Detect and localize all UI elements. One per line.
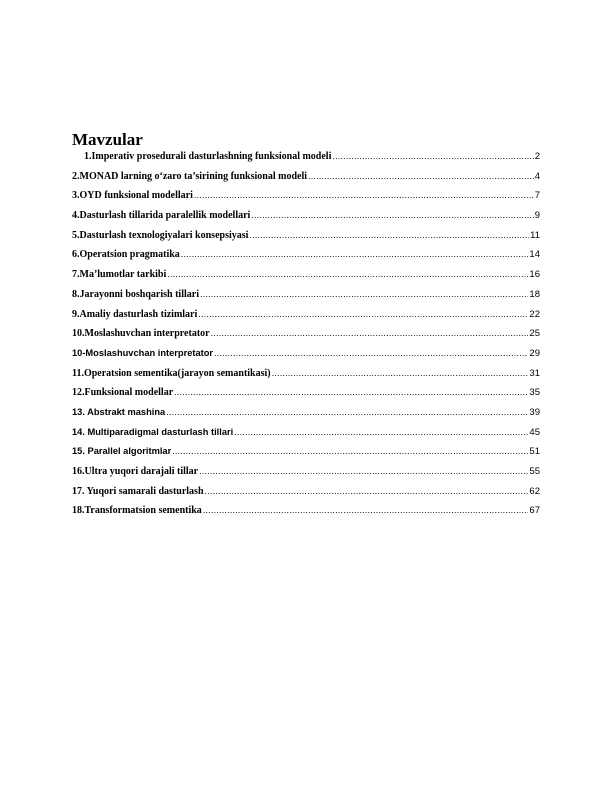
toc-title: Mavzular xyxy=(72,130,143,149)
toc-entry-page: 51 xyxy=(529,446,540,458)
toc-entry[interactable] xyxy=(72,366,540,386)
toc-entry-page: 22 xyxy=(529,308,540,320)
dot-leader xyxy=(332,149,533,163)
dot-leader xyxy=(272,366,529,380)
toc-entry-page: 39 xyxy=(529,406,540,418)
dot-leader xyxy=(249,228,529,242)
toc-entry-label: 15. Parallel algoritmlar xyxy=(72,446,172,457)
dot-leader xyxy=(172,444,528,458)
toc-entry-page: 35 xyxy=(529,387,540,399)
toc-entry-label: 4.Dasturlash tillarida paralellik modellari xyxy=(72,210,251,222)
toc-entry[interactable] xyxy=(72,405,540,425)
toc-entry-label: 14. Multiparadigmal dasturlash tillari xyxy=(72,426,234,437)
toc-entry[interactable] xyxy=(72,444,540,464)
dot-leader xyxy=(308,169,534,183)
toc-entry-label: 3.OYD funksional modellari xyxy=(72,190,193,202)
toc-entry[interactable] xyxy=(72,484,540,504)
toc-entry-page: 7 xyxy=(534,190,540,202)
toc-entry-page: 29 xyxy=(529,347,540,359)
toc-entry-page: 55 xyxy=(529,466,540,477)
table-of-contents xyxy=(72,149,540,523)
toc-entry-label: 13. Abstrakt mashina xyxy=(72,406,166,417)
toc-entry-page: 25 xyxy=(529,328,540,340)
toc-entry[interactable] xyxy=(72,346,540,366)
toc-entry-page: 18 xyxy=(529,288,540,300)
toc-entry-page: 45 xyxy=(529,426,540,438)
dot-leader xyxy=(174,385,528,399)
dot-leader xyxy=(203,503,529,517)
toc-entry-label: 6.Operatsion pragmatika xyxy=(72,249,180,261)
toc-entry-page: 11 xyxy=(530,229,540,241)
dot-leader xyxy=(214,346,528,360)
dot-leader xyxy=(167,267,528,281)
toc-entry-label: 1.Imperativ prosedurali dasturlashning funksional modeli xyxy=(84,151,332,162)
toc-entry[interactable] xyxy=(72,228,540,248)
toc-entry[interactable] xyxy=(72,503,540,523)
toc-entry-label: 16.Ultra yuqori darajali tillar xyxy=(72,466,199,477)
toc-entry-page: 2 xyxy=(534,151,540,162)
toc-entry[interactable] xyxy=(72,247,540,267)
toc-entry-page: 67 xyxy=(529,505,540,517)
toc-entry[interactable] xyxy=(72,425,540,445)
toc-entry-page: 4 xyxy=(534,170,540,182)
dot-leader xyxy=(181,247,529,261)
toc-entry[interactable] xyxy=(72,208,540,228)
dot-leader xyxy=(234,425,528,439)
dot-leader xyxy=(251,208,533,222)
toc-entry-label: 5.Dasturlash texnologiyalari konsepsiyasi xyxy=(72,229,249,241)
toc-entry-page: 62 xyxy=(529,485,540,497)
dot-leader xyxy=(200,287,528,301)
toc-entry-page: 31 xyxy=(529,367,540,379)
dot-leader xyxy=(199,464,528,478)
toc-entry[interactable] xyxy=(72,385,540,405)
toc-entry-page: 16 xyxy=(529,269,540,281)
toc-entry-page: 14 xyxy=(529,249,540,261)
dot-leader xyxy=(166,405,528,419)
toc-entry[interactable] xyxy=(72,188,540,208)
toc-entry-label: 11.Operatsion sementika(jarayon semantikasi) xyxy=(72,367,271,379)
dot-leader xyxy=(205,484,529,498)
toc-entry-page: 9 xyxy=(534,210,540,222)
toc-entry[interactable] xyxy=(72,287,540,307)
toc-entry-label: 7.Ma’lumotlar tarkibi xyxy=(72,269,167,281)
toc-entry-label: 2.MONAD larning o‘zaro ta’sirining funksional modeli xyxy=(72,170,308,182)
toc-entry[interactable] xyxy=(72,169,540,189)
toc-entry[interactable] xyxy=(72,307,540,327)
dot-leader xyxy=(198,307,528,321)
toc-entry-label: 18.Transformatsion sementika xyxy=(72,505,202,517)
toc-entry-label: 8.Jarayonni boshqarish tillari xyxy=(72,288,199,300)
toc-entry-label: 9.Amaliy dasturlash tizimlari xyxy=(72,308,198,320)
toc-entry-label: 10-Moslashuvchan interpretator xyxy=(72,347,214,358)
toc-entry-label: 10.Moslashuvchan interpretator xyxy=(72,328,210,340)
toc-entry[interactable] xyxy=(72,267,540,287)
toc-entry-label: 12.Funksional modellar xyxy=(72,387,174,399)
toc-entry-label: 17. Yuqori samarali dasturlash xyxy=(72,485,204,497)
toc-entry[interactable] xyxy=(72,326,540,346)
dot-leader xyxy=(194,188,534,202)
toc-entry[interactable] xyxy=(72,149,540,169)
dot-leader xyxy=(211,326,529,340)
toc-entry[interactable] xyxy=(72,464,540,484)
